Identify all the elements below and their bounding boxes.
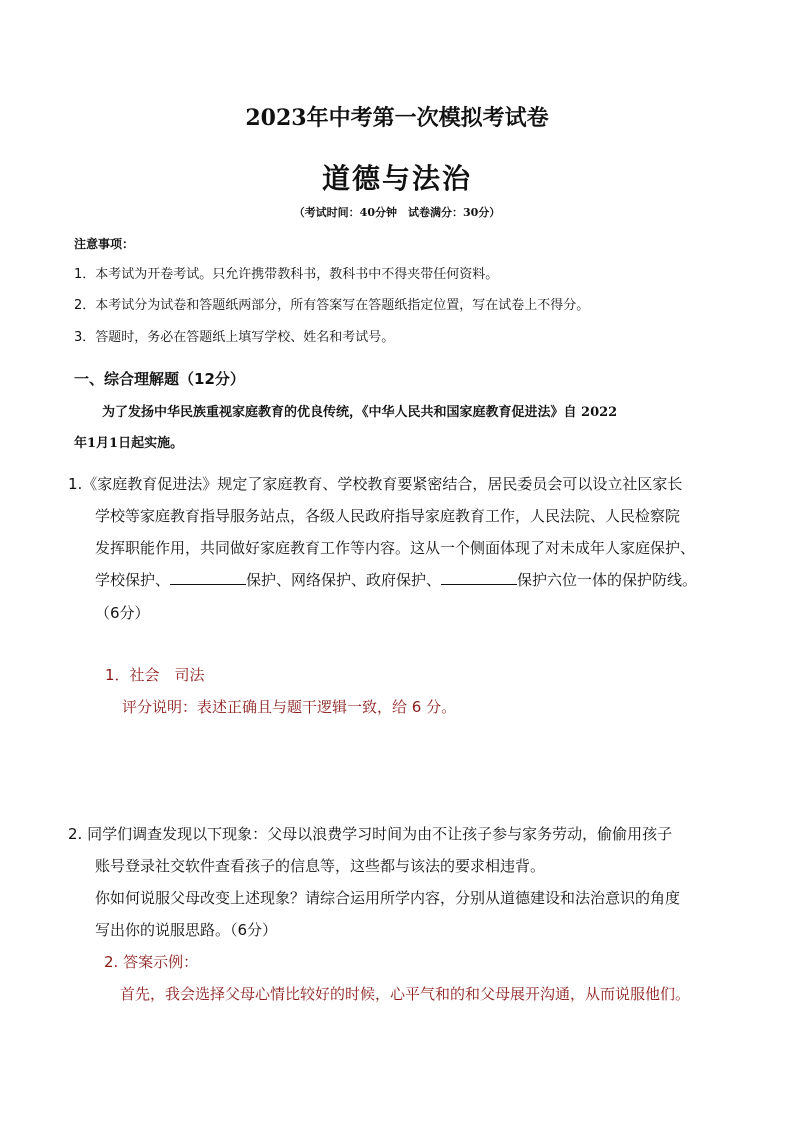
question-1-text: 保护、网络保护、政府保护、	[246, 571, 442, 589]
question-2-line: 写出你的说服思路。（6分）	[95, 921, 278, 939]
question-2-answer-label: 2. 答案示例：	[104, 953, 199, 971]
intro-text-line: 年1月1日起实施。	[74, 436, 184, 451]
question-2-line: 账号登录社交软件查看孩子的信息等，这些都与该法的要求相违背。	[95, 857, 546, 875]
question-2-line: 你如何说服父母改变上述现象？请综合运用所学内容，分别从道德建设和法治意识的角度	[95, 889, 681, 907]
note-item: 3．答题时，务必在答题纸上填写学校、姓名和考试号。	[74, 330, 395, 345]
question-1-answer: 1．社会 司法	[105, 666, 205, 684]
question-2-answer-text: 首先，我会选择父母心情比较好的时候，心平气和的和父母展开沟通，从而说服他们。	[120, 985, 691, 1003]
question-1-text: 学校保护、	[95, 571, 171, 589]
question-1-line: 发挥职能作用，共同做好家庭教育工作等内容。这从一个侧面体现了对未成年人家庭保护、	[95, 539, 696, 557]
answer-blank[interactable]	[170, 570, 246, 585]
note-item: 2．本考试分为试卷和答题纸两部分，所有答案写在答题纸指定位置，写在试卷上不得分。	[74, 298, 590, 313]
question-1-scoring-note: 评分说明：表述正确且与题干逻辑一致，给 6 分。	[122, 698, 457, 716]
question-2-line: 2. 同学们调查发现以下现象：父母以浪费学习时间为由不让孩子参与家务劳动，偷偷用孩子	[68, 825, 673, 843]
question-1-line: 1.《家庭教育促进法》规定了家庭教育、学校教育要紧密结合，居民委员会可以设立社区家长	[68, 475, 683, 493]
exam-title: 2023年中考第一次模拟考试卷	[245, 105, 549, 131]
note-item: 1．本考试为开卷考试。只允许携带教科书，教科书中不得夹带任何资料。	[74, 267, 499, 282]
intro-text-line: 为了发扬中华民族重视家庭教育的优良传统，《中华人民共和国家庭教育促进法》自 2022	[102, 405, 618, 420]
notes-title: 注意事项：	[74, 237, 135, 251]
subject-title: 道德与法治	[321, 162, 472, 195]
question-1-line: 学校等家庭教育指导服务站点，各级人民政府指导家庭教育工作，人民法院、人民检察院	[95, 507, 681, 525]
exam-info: （考试时间：40分钟 试卷满分：30分）	[293, 206, 501, 219]
section-title: 一、综合理解题（12分）	[74, 370, 245, 388]
question-1-line-blanks	[95, 569, 697, 590]
question-1-text: 保护六位一体的保护防线。	[517, 571, 698, 589]
question-1-score: （6分）	[95, 604, 150, 622]
answer-blank[interactable]	[441, 570, 517, 585]
